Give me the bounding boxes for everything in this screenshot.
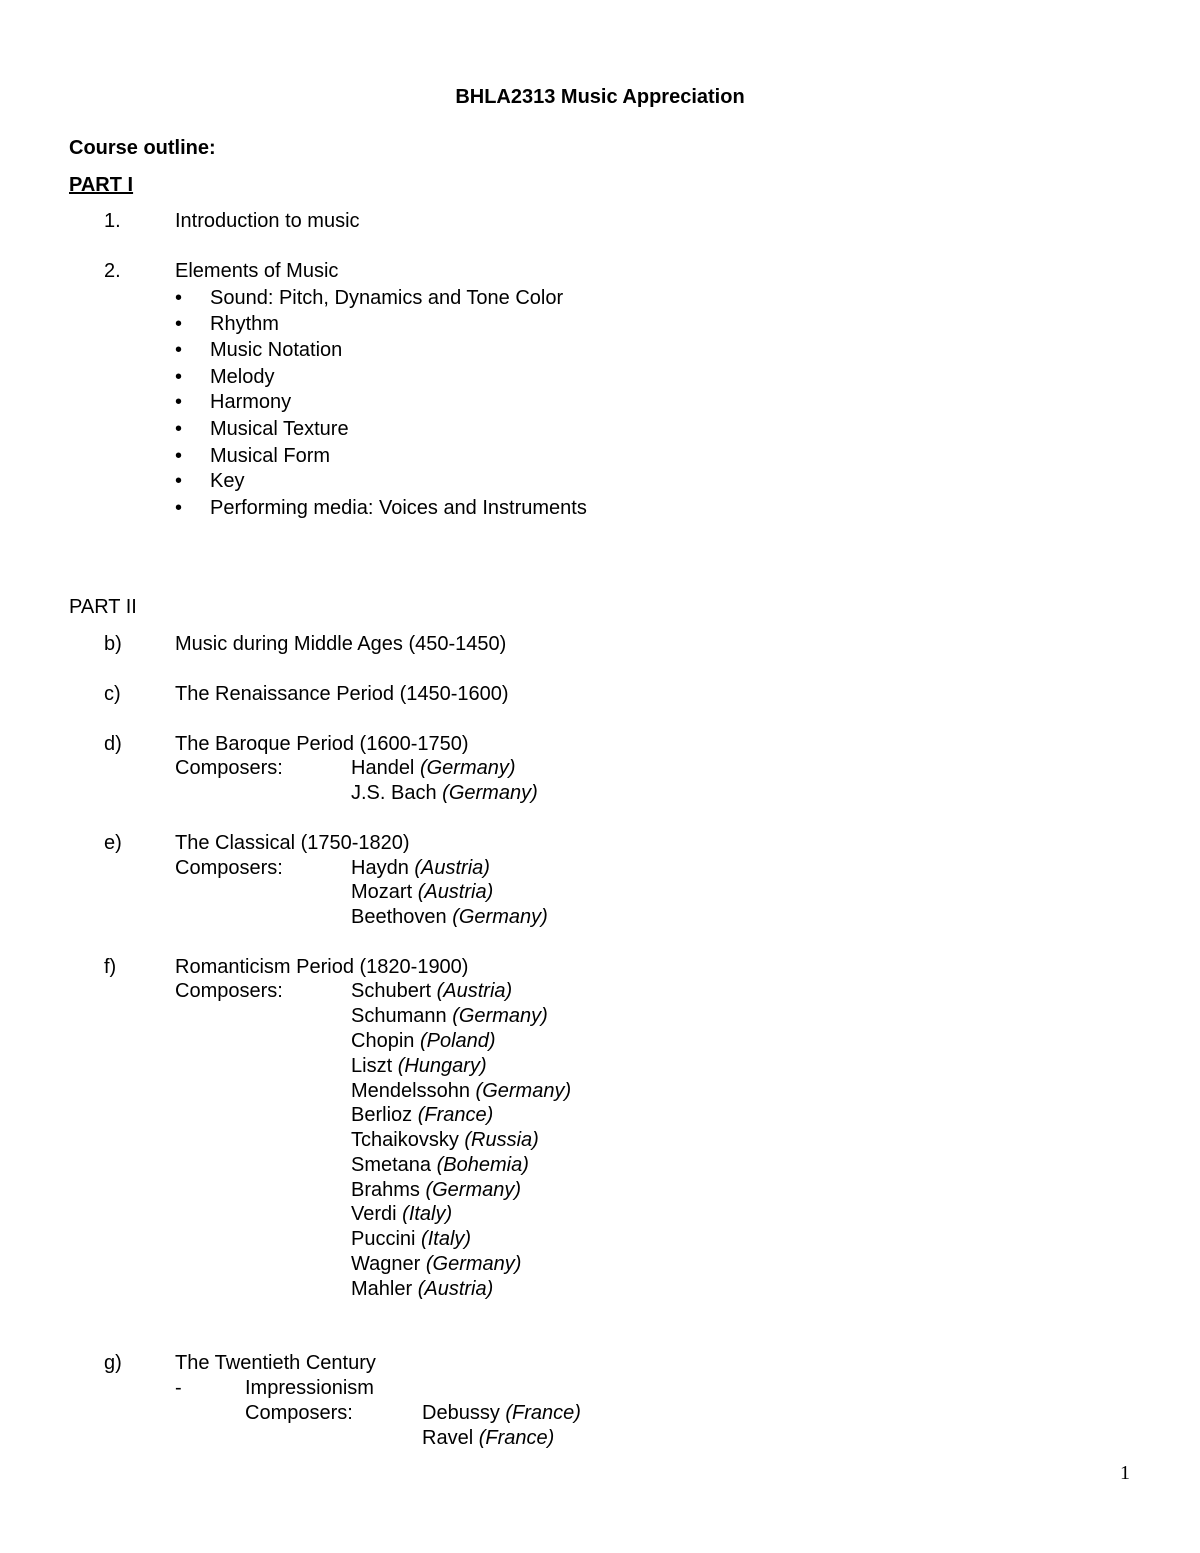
element-item: Harmony bbox=[210, 391, 292, 413]
item-marker: e) bbox=[104, 832, 122, 854]
period-classical: The Classical (1750-1820) bbox=[175, 832, 410, 854]
composer-entry: Mozart (Austria) bbox=[351, 881, 494, 903]
course-outline-label: Course outline: bbox=[69, 137, 216, 159]
bullet-icon: • bbox=[175, 497, 183, 519]
dash-marker: - bbox=[175, 1377, 182, 1399]
composer-entry: Debussy (France) bbox=[422, 1402, 581, 1424]
composer-entry: Beethoven (Germany) bbox=[351, 906, 548, 928]
element-item: Rhythm bbox=[210, 313, 279, 335]
composer-entry: Wagner (Germany) bbox=[351, 1253, 522, 1275]
composer-entry: Tchaikovsky (Russia) bbox=[351, 1129, 539, 1151]
composer-entry: Chopin (Poland) bbox=[351, 1030, 496, 1052]
composer-entry: Mahler (Austria) bbox=[351, 1278, 494, 1300]
item-marker: b) bbox=[104, 633, 122, 655]
item-marker: c) bbox=[104, 683, 121, 705]
bullet-icon: • bbox=[175, 339, 183, 361]
composer-entry: Berlioz (France) bbox=[351, 1104, 494, 1126]
composer-entry: Mendelssohn (Germany) bbox=[351, 1080, 572, 1102]
element-item: Music Notation bbox=[210, 339, 343, 361]
composers-label: Composers: bbox=[175, 757, 283, 779]
composer-entry: Schubert (Austria) bbox=[351, 980, 513, 1002]
composer-entry: Brahms (Germany) bbox=[351, 1179, 522, 1201]
composer-entry: Puccini (Italy) bbox=[351, 1228, 472, 1250]
element-item: Key bbox=[210, 470, 245, 492]
item-marker: 1. bbox=[104, 210, 121, 232]
element-item: Musical Texture bbox=[210, 418, 349, 440]
period-romanticism: Romanticism Period (1820-1900) bbox=[175, 956, 469, 978]
element-item: Musical Form bbox=[210, 445, 331, 467]
bullet-icon: • bbox=[175, 391, 183, 413]
period-twentieth-century: The Twentieth Century bbox=[175, 1352, 376, 1374]
composer-entry: Ravel (France) bbox=[422, 1427, 555, 1449]
bullet-icon: • bbox=[175, 287, 183, 309]
period-middle-ages: Music during Middle Ages (450-1450) bbox=[175, 633, 507, 655]
part-1-heading: PART I bbox=[69, 174, 134, 196]
period-renaissance: The Renaissance Period (1450-1600) bbox=[175, 683, 509, 705]
composers-label: Composers: bbox=[175, 980, 283, 1002]
composer-entry: J.S. Bach (Germany) bbox=[351, 782, 538, 804]
composers-label: Composers: bbox=[175, 857, 283, 879]
bullet-icon: • bbox=[175, 470, 183, 492]
item-marker: d) bbox=[104, 733, 122, 755]
element-item: Performing media: Voices and Instruments bbox=[210, 497, 587, 519]
composer-entry: Smetana (Bohemia) bbox=[351, 1154, 529, 1176]
bullet-icon: • bbox=[175, 313, 183, 335]
bullet-icon: • bbox=[175, 418, 183, 440]
bullet-icon: • bbox=[175, 445, 183, 467]
composers-label: Composers: bbox=[245, 1402, 353, 1424]
bullet-icon: • bbox=[175, 366, 183, 388]
sub-period-impressionism: Impressionism bbox=[245, 1377, 374, 1399]
period-baroque: The Baroque Period (1600-1750) bbox=[175, 733, 469, 755]
element-item: Melody bbox=[210, 366, 275, 388]
item-elements-of-music: Elements of Music bbox=[175, 260, 339, 282]
item-marker: f) bbox=[104, 956, 117, 978]
composer-entry: Handel (Germany) bbox=[351, 757, 516, 779]
composer-entry: Verdi (Italy) bbox=[351, 1203, 453, 1225]
item-marker: g) bbox=[104, 1352, 122, 1374]
element-item: Sound: Pitch, Dynamics and Tone Color bbox=[210, 287, 564, 309]
item-introduction: Introduction to music bbox=[175, 210, 360, 232]
document-title: BHLA2313 Music Appreciation bbox=[455, 86, 745, 108]
composer-entry: Haydn (Austria) bbox=[351, 857, 490, 879]
page-number: 1 bbox=[1120, 1462, 1130, 1484]
composer-entry: Schumann (Germany) bbox=[351, 1005, 548, 1027]
composer-entry: Liszt (Hungary) bbox=[351, 1055, 487, 1077]
item-marker: 2. bbox=[104, 260, 121, 282]
part-2-heading: PART II bbox=[69, 596, 137, 618]
